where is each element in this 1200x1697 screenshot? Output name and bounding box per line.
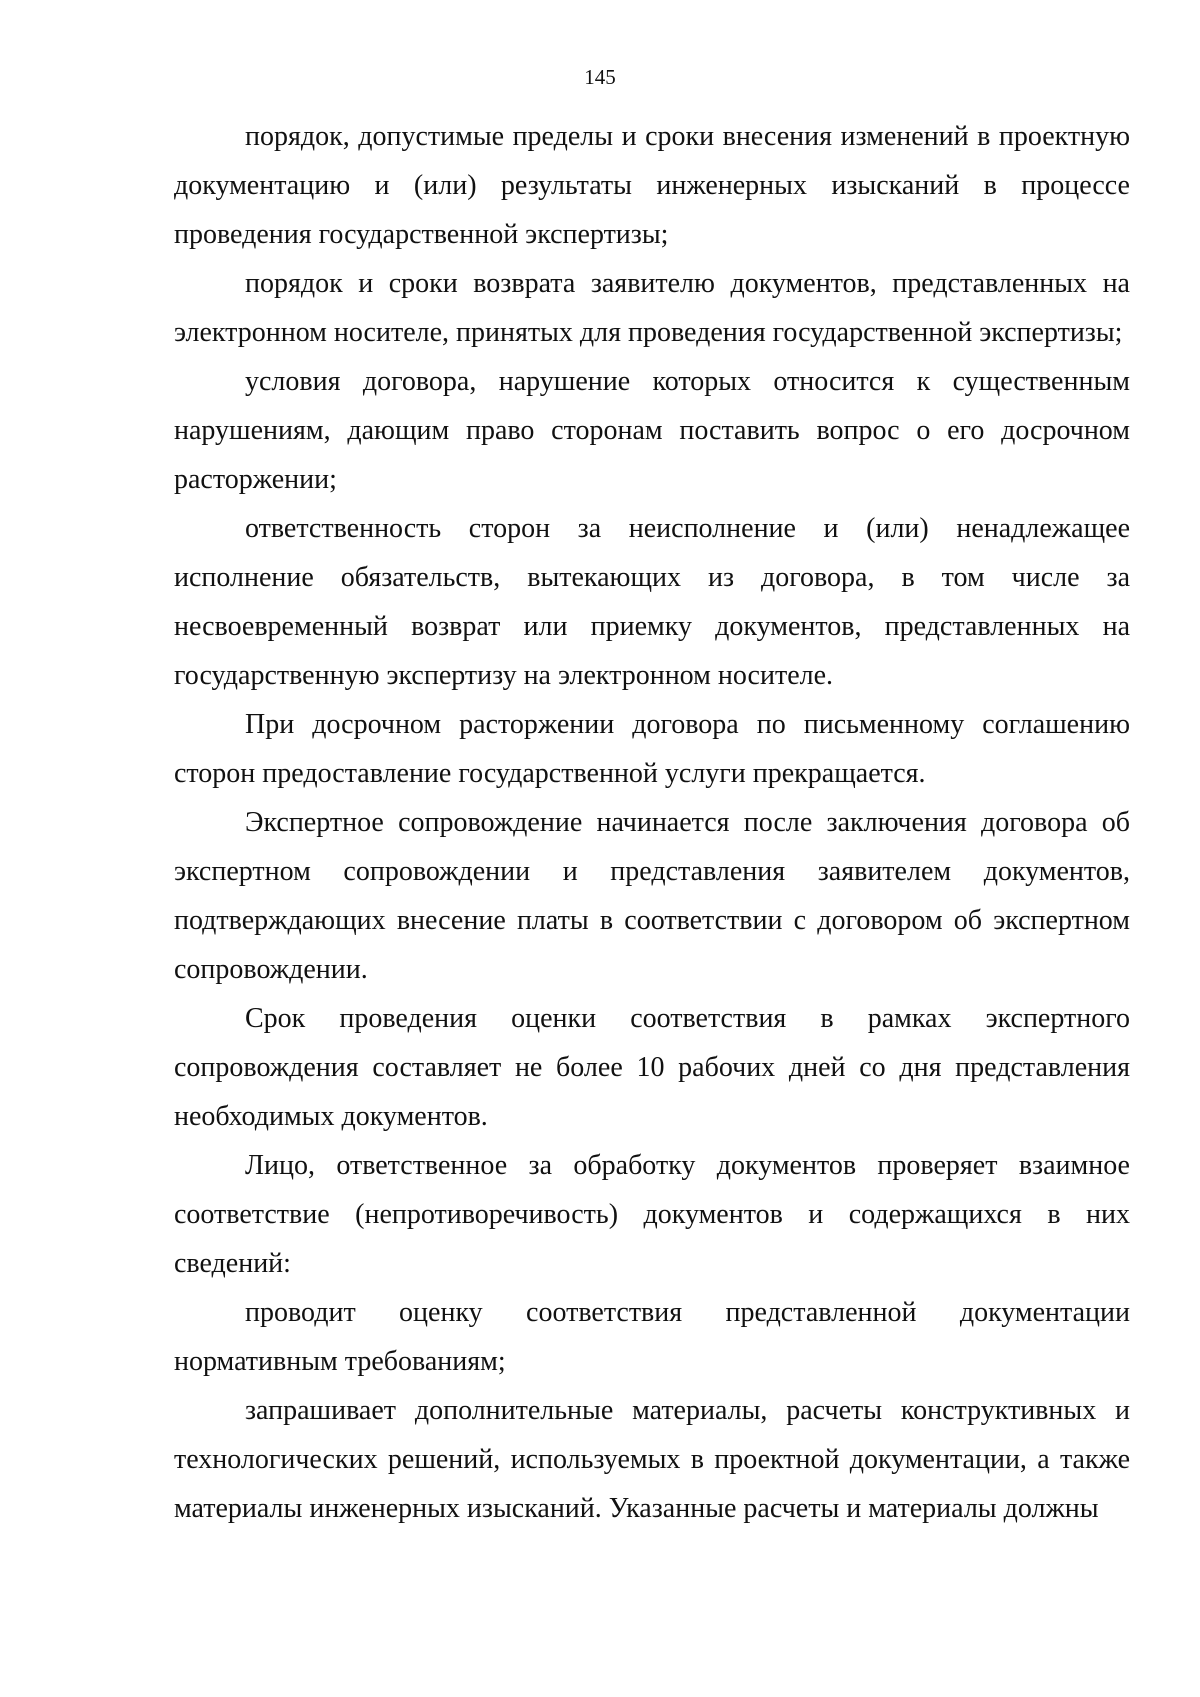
paragraph: ответственность сторон за неисполнение и (или) ненадлежащее исполнение обязательств, вытекающих из договора, в том числе за несвоевременный возврат или приемку документов, представленных на государственную экспертизу на электронном носителе. xyxy=(174,513,1130,691)
page-number: 145 xyxy=(584,65,616,89)
paragraph: Экспертное сопровождение начинается после заключения договора об экспертном сопровождении и представления заявителем документов, подтверждающих внесение платы в соответствии с договором об экспертном сопровождении. xyxy=(174,807,1130,985)
document-body xyxy=(174,112,1130,1533)
paragraph: условия договора, нарушение которых относится к существенным нарушениям, дающим право сторонам поставить вопрос о его досрочном расторжении; xyxy=(174,366,1130,495)
paragraph: порядок и сроки возврата заявителю документов, представленных на электронном носителе, принятых для проведения государственной экспертизы; xyxy=(174,268,1130,348)
paragraph: При досрочном расторжении договора по письменному соглашению сторон предоставление государственной услуги прекращается. xyxy=(174,709,1130,789)
paragraph: проводит оценку соответствия представленной документации нормативным требованиям; xyxy=(174,1297,1130,1377)
paragraph: запрашивает дополнительные материалы, расчеты конструктивных и технологических решений, используемых в проектной документации, а также материалы инженерных изысканий. Указанные расчеты и материалы должны xyxy=(174,1395,1130,1524)
paragraph: порядок, допустимые пределы и сроки внесения изменений в проектную документацию и (или) результаты инженерных изысканий в процессе проведения государственной экспертизы; xyxy=(174,121,1130,250)
paragraph: Лицо, ответственное за обработку документов проверяет взаимное соответствие (непротиворечивость) документов и содержащихся в них сведений: xyxy=(174,1150,1130,1279)
paragraph: Срок проведения оценки соответствия в рамках экспертного сопровождения составляет не более 10 рабочих дней со дня представления необходимых документов. xyxy=(174,1003,1130,1132)
